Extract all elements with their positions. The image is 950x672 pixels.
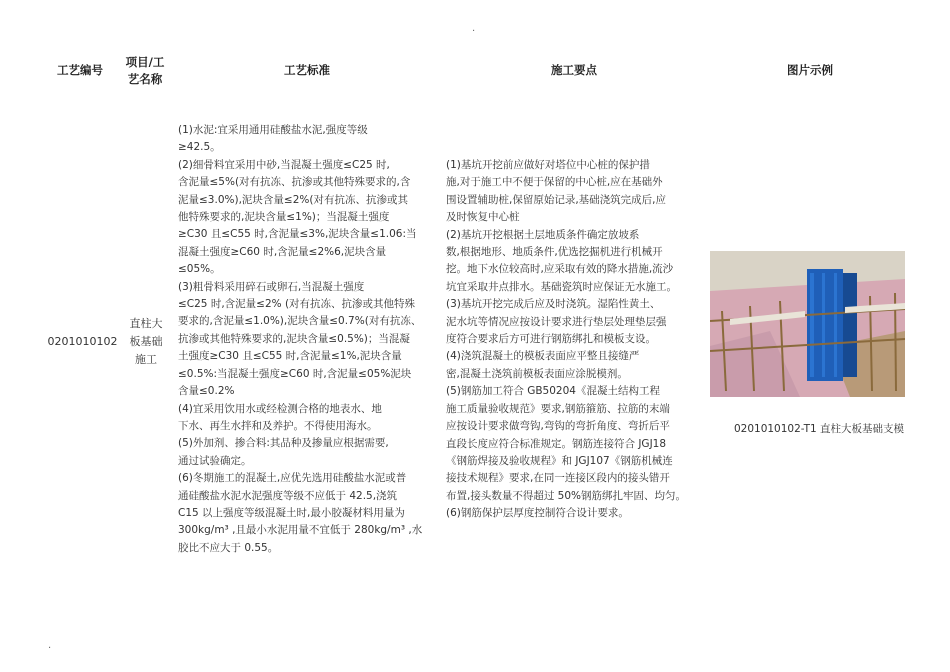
process-standard <box>178 122 436 557</box>
points-paragraph: (2)基坑开挖根据土层地质条件确定放坡系 数,根据地形、地质条件,优选挖掘机进行机械开 挖。地下水位较高时,应采取有效的降水措施,流沙 坑宜采取井点排水。基础瓷筑时应保证无水施工。 <box>446 228 677 293</box>
formwork-photo <box>710 251 905 397</box>
page-dot-top: · <box>472 26 476 37</box>
process-name: 直柱大 板基础 施工 <box>129 317 163 366</box>
standard-paragraph: (2)细骨料宜采用中砂,当混凝土强度≤C25 时, 含泥量≤5%(对有抗冻、抗渗或其他特殊要求的,含 泥量≤3.0%),泥块含量≤2%(对有抗冻、抗渗或其 他特殊要求的,泥块含量≤1%)；当混凝土强度 ≥C30 且≤C55 时,含泥量≤3%,泥块含量≤1.06:当 混凝土强度≥C60 时,含泥量≤2%6,泥块含量 ≤05%。 <box>178 158 417 276</box>
process-code: 0201010102 <box>47 335 118 348</box>
header-construction-points: 施工要点 <box>551 63 597 77</box>
standard-paragraph: (3)粗骨料采用碎石或卵石,当混凝土强度 ≤C25 时,含泥量≤2% (对有抗冻、抗渗或其他特殊 要求的,含泥量≤1.0%),泥块含量≤0.7%(对有抗冻、 抗渗或其他特殊要求的,泥块含量≤0.5%)；当混凝 土强度≥C30 且≤C55 时,含泥量≤1%,泥块含量 ≤0.5%:当混凝土强度≥C60 时,含泥量≤05%泥块 含量≤0.2% <box>178 280 422 398</box>
header-process-standard: 工艺标准 <box>284 63 330 77</box>
standard-paragraph: (1)水泥:宜采用通用硅酸盐水泥,强度等级 ≥42.5。 <box>178 124 368 154</box>
formwork-photo-illustration <box>710 251 905 397</box>
points-paragraph: (6)钢筋保护层厚度控制符合设计要求。 <box>446 507 629 520</box>
standard-paragraph: (6)冬期施工的混凝土,应优先选用硅酸盐水泥或普 通硅酸盐水泥水泥强度等级不应低于 42.5,浇筑 C15 以上强度等级混凝土时,最小胶凝材料用量为 300kg/m³ ,且最小水泥用量不宜低于 280kg/m³ ,水 胶比不应大于 0.55。 <box>178 472 423 554</box>
points-paragraph: (3)基坑开挖完成后应及时浇筑。湿陷性黄土、 泥水坑等情况应按设计要求进行垫层处理垫层强 度符合要求后方可进行钢筋绑扎和模板支设。 <box>446 298 667 346</box>
standard-paragraph: (5)外加剂、掺合料:其品种及掺量应根据需要, 通过试验确定。 <box>178 437 389 467</box>
points-paragraph: (4)浇筑混凝土的模板表面应平整且接缝严 密,混凝土浇筑前模板表面应涂脱模剂。 <box>446 350 640 380</box>
image-caption: 0201010102-T1 直柱大板基础支模 <box>733 423 905 435</box>
construction-points <box>446 157 702 523</box>
standard-paragraph: (4)宜采用饮用水或经检测合格的地表水、地 下水、再生水拌和及养护。不得使用海水。 <box>178 402 382 432</box>
header-item-name: 项目/工 艺名称 <box>125 55 165 86</box>
header-process-code: 工艺编号 <box>57 63 103 77</box>
points-paragraph: (5)钢筋加工符合 GB50204《混凝土结构工程 施工质量验收规范》要求,钢筋箍筋、拉筋的末端 应按设计要求做弯钩,弯钩的弯折角度、弯折后平 直段长度应符合标准规定。钢筋连接符合 JGJ18 《钢筋焊接及验收规程》和 JGJ107《钢筋机械连 接技术规程》要求,在同一连接区段内的接头错开 布置,接头数量不得超过 50%钢筋绑扎牢固、均匀。 <box>446 385 687 502</box>
page-dot-bottom: . <box>48 640 52 651</box>
points-paragraph: (1)基坑开挖前应做好对塔位中心桩的保护措 施,对于施工中不便于保留的中心桩,应在基础外 围设置辅助桩,保留原始记录,基础浇筑完成后,应 及时恢复中心桩 <box>446 159 667 224</box>
header-image-example: 图片示例 <box>787 63 833 77</box>
